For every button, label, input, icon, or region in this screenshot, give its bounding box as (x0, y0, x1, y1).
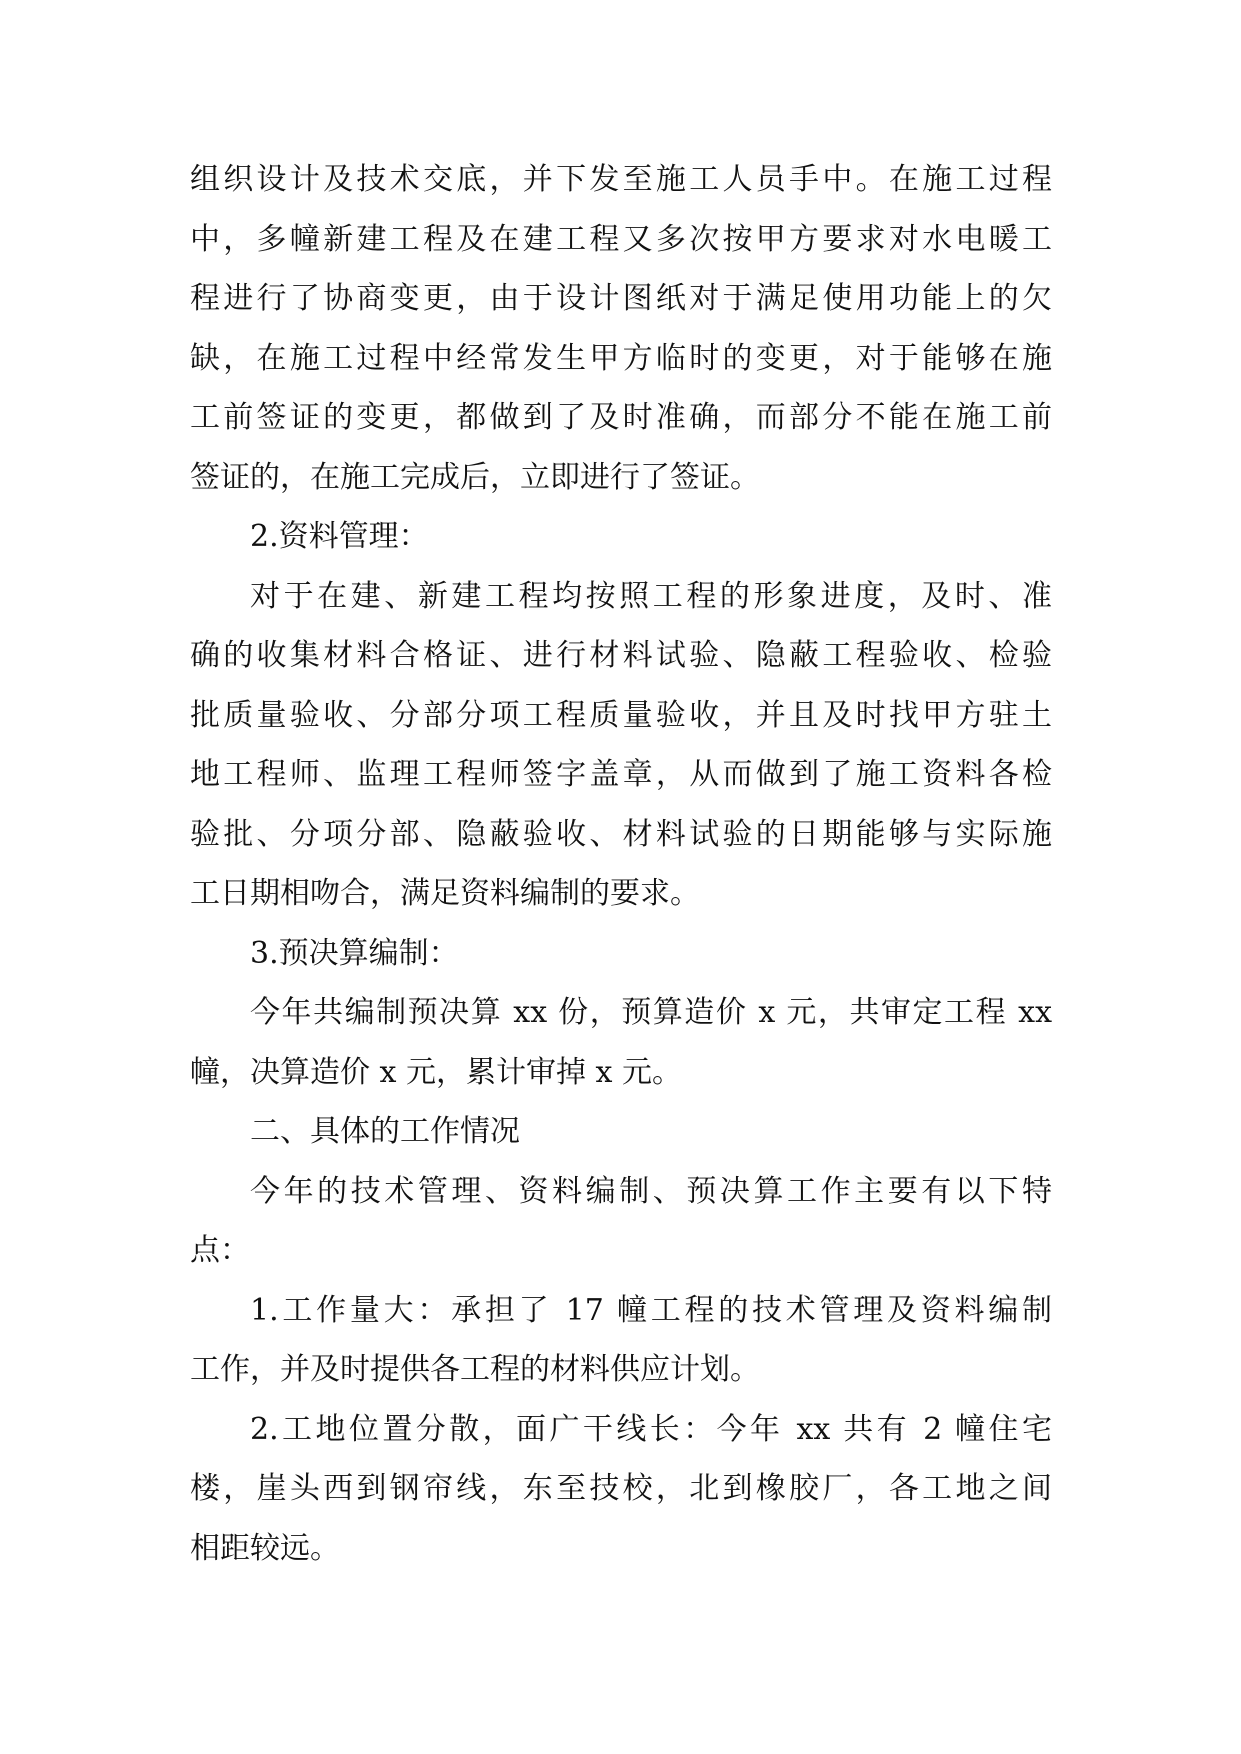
text-line: 2.工地位置分散，面广干线长：今年 xx 共有 2 幢住宅 (250, 1411, 1052, 1447)
text-line: 1.工作量大：承担了 17 幢工程的技术管理及资料编制 (250, 1292, 1052, 1328)
text-line: 工作，并及时提供各工程的材料供应计划。 (190, 1352, 760, 1387)
document-body (190, 150, 1052, 1578)
text-line: 楼，崖头西到钢帘线，东至技校，北到橡胶厂，各工地之间 (190, 1471, 1052, 1506)
text-line: 二、具体的工作情况 (250, 1114, 520, 1149)
text-line: 批质量验收、分部分项工程质量验收，并且及时找甲方驻土 (190, 697, 1052, 733)
text-line: 3.预决算编制： (250, 935, 459, 971)
text-line: 2.资料管理： (250, 519, 429, 554)
text-line: 对于在建、新建工程均按照工程的形象进度，及时、准 (250, 578, 1052, 614)
text-line: 签证的，在施工完成后，立即进行了签证。 (190, 459, 760, 495)
text-line: 确的收集材料合格证、进行材料试验、隐蔽工程验收、检验 (190, 638, 1052, 673)
text-line: 缺，在施工过程中经常发生甲方临时的变更，对于能够在施 (190, 340, 1052, 376)
text-line: 工前签证的变更，都做到了及时准确，而部分不能在施工前 (190, 400, 1052, 435)
text-line: 工日期相吻合，满足资料编制的要求。 (190, 876, 700, 911)
text-line: 今年的技术管理、资料编制、预决算工作主要有以下特 (250, 1173, 1052, 1209)
text-line: 验批、分项分部、隐蔽验收、材料试验的日期能够与实际施 (190, 816, 1052, 852)
text-line: 地工程师、监理工程师签字盖章，从而做到了施工资料各检 (190, 757, 1052, 792)
text-line: 点： (190, 1233, 250, 1268)
text-line: 幢，决算造价 x 元，累计审掉 x 元。 (190, 1054, 682, 1090)
text-line: 中，多幢新建工程及在建工程又多次按甲方要求对水电暖工 (190, 221, 1052, 257)
text-line: 程进行了协商变更，由于设计图纸对于满足使用功能上的欠 (190, 281, 1052, 316)
text-line: 今年共编制预决算 xx 份，预算造价 x 元，共审定工程 xx (250, 995, 1052, 1030)
text-line: 组织设计及技术交底，并下发至施工人员手中。在施工过程 (190, 162, 1052, 197)
text-line: 相距较远。 (190, 1530, 340, 1566)
